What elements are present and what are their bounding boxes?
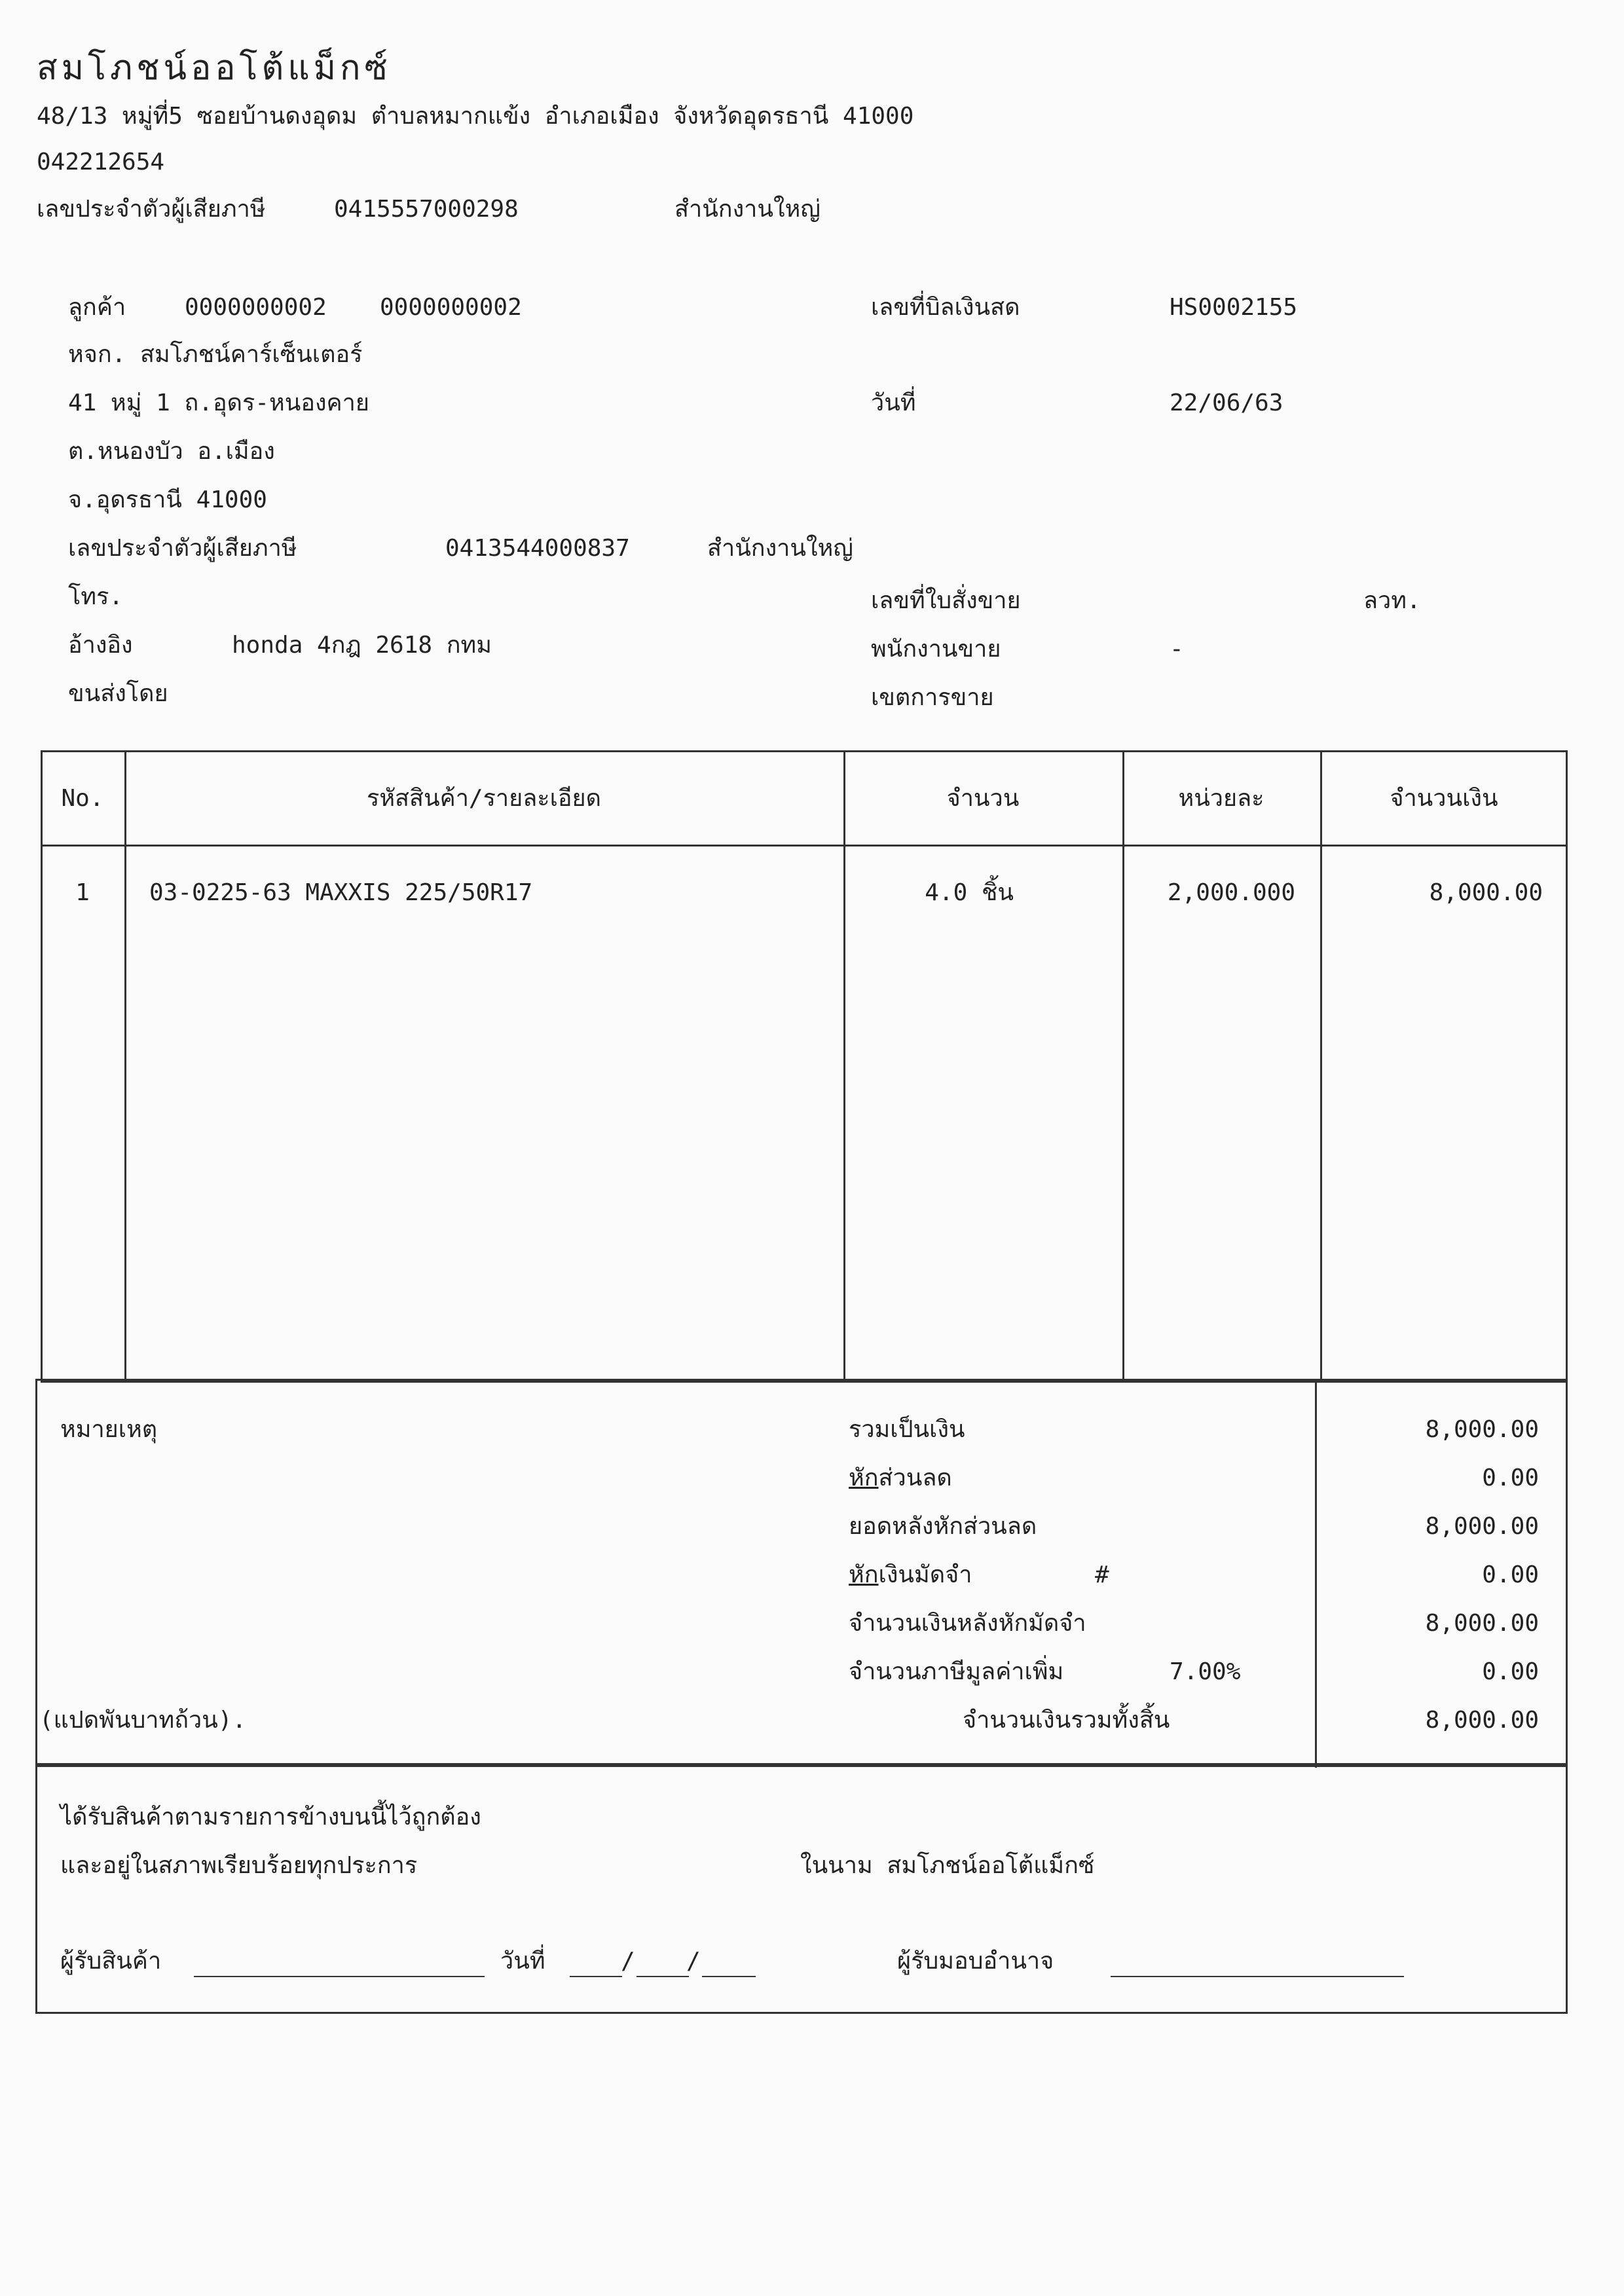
company-name: สมโภชน์ออโต้แม็กซ์ [37, 48, 392, 88]
customer-branch: สำนักงานใหญ่ [707, 535, 853, 562]
salesperson-value: - [1170, 636, 1184, 663]
customer-tax-label: เลขประจำตัวผู้เสียภาษี [68, 535, 297, 562]
row-description: 03-0225-63 MAXXIS 225/50R17 [149, 879, 533, 906]
date-slash-2: / [686, 1948, 701, 1975]
order-no-label: เลขที่ใบสั่งขาย [871, 587, 1021, 614]
date-slash-1: / [621, 1948, 635, 1975]
customer-address-3: จ.อุดรธานี 41000 [68, 486, 267, 513]
received-statement-1: ได้รับสินค้าตามรายการข้างบนนี้ไว้ถูกต้อง [60, 1804, 481, 1831]
customer-label: ลูกค้า [68, 294, 126, 321]
amount-in-words: (แปดพันบาทถ้วน). [39, 1707, 247, 1734]
company-address: 48/13 หมู่ที่5 ซอยบ้านดงอุดม ตำบลหมากแข้ง อำเภอเมือง จังหวัดอุดรธานี 41000 [37, 103, 914, 130]
reference-value: honda 4กฎ 2618 กทม [232, 632, 492, 659]
discount-value: 0.00 [1482, 1465, 1539, 1491]
salesperson-label: พนักงานขาย [871, 636, 1001, 663]
col-header-description: รหัสสินค้า/รายละเอียด [366, 785, 602, 812]
bill-no-value: HS0002155 [1170, 294, 1298, 321]
after-discount-label: ยอดหลังหักส่วนลด [849, 1513, 1037, 1540]
phone-label: โทร. [68, 583, 124, 610]
authorized-signature-line [1111, 1976, 1404, 1977]
customer-name: หจก. สมโภชน์คาร์เซ็นเตอร์ [68, 341, 363, 368]
authorized-label: ผู้รับมอบอำนาจ [897, 1948, 1054, 1975]
deposit-hash: # [1095, 1561, 1109, 1588]
date-year-line [702, 1976, 756, 1977]
company-tax-id: 0415557000298 [334, 196, 519, 223]
customer-address-1: 41 หมู่ 1 ถ.อุดร-หนองคาย [68, 390, 369, 416]
deposit-value: 0.00 [1482, 1561, 1539, 1588]
order-no-value: ลวท. [1363, 587, 1421, 614]
on-behalf-of: ในนาม สมโภชน์ออโต้แม็กซ์ [800, 1852, 1095, 1879]
receiver-label: ผู้รับสินค้า [60, 1948, 162, 1975]
grand-total-value: 8,000.00 [1425, 1707, 1539, 1734]
after-deposit-label: จำนวนเงินหลังหักมัดจำ [849, 1610, 1086, 1637]
company-phone: 042212654 [37, 149, 165, 175]
receiver-signature-line [194, 1976, 485, 1977]
receive-date-label: วันที่ [500, 1948, 545, 1975]
customer-code-2: 0000000002 [380, 294, 522, 321]
bill-date-value: 22/06/63 [1170, 390, 1283, 416]
sales-area-label: เขตการขาย [871, 684, 994, 711]
reference-label: อ้างอิง [68, 632, 133, 659]
vat-value: 0.00 [1482, 1658, 1539, 1685]
vat-rate: 7.00% [1170, 1658, 1241, 1685]
remark-label: หมายเหตุ [60, 1416, 158, 1443]
row-unit-price: 2,000.000 [1167, 879, 1295, 906]
total-label: รวมเป็นเงิน [849, 1416, 965, 1443]
shipping-label: ขนส่งโดย [68, 680, 168, 707]
date-month-line [637, 1976, 689, 1977]
customer-tax-id: 0413544000837 [445, 535, 630, 562]
after-deposit-value: 8,000.00 [1425, 1610, 1539, 1637]
col-header-amount: จำนวนเงิน [1390, 785, 1498, 812]
vat-label: จำนวนภาษีมูลค่าเพิ่ม [849, 1658, 1064, 1685]
company-branch: สำนักงานใหญ่ [674, 196, 821, 223]
col-header-no: No. [61, 785, 104, 812]
deposit-label: หักเงินมัดจำ [849, 1561, 972, 1588]
col-header-quantity: จำนวน [946, 785, 1020, 812]
customer-code-1: 0000000002 [185, 294, 327, 321]
discount-label: หักส่วนลด [849, 1465, 952, 1491]
customer-address-2: ต.หนองบัว อ.เมือง [68, 438, 275, 465]
bill-no-label: เลขที่บิลเงินสด [871, 294, 1020, 321]
date-day-line [570, 1976, 622, 1977]
row-quantity: 4.0 ชิ้น [925, 879, 1014, 906]
after-discount-value: 8,000.00 [1425, 1513, 1539, 1540]
bill-date-label: วันที่ [871, 390, 916, 416]
row-amount: 8,000.00 [1429, 879, 1543, 906]
row-no: 1 [75, 879, 90, 906]
col-header-unit-price: หน่วยละ [1178, 785, 1264, 812]
grand-total-label: จำนวนเงินรวมทั้งสิ้น [963, 1707, 1170, 1734]
received-statement-2: และอยู่ในสภาพเรียบร้อยทุกประการ [60, 1852, 418, 1879]
total-value: 8,000.00 [1425, 1416, 1539, 1443]
company-tax-label: เลขประจำตัวผู้เสียภาษี [37, 196, 266, 223]
